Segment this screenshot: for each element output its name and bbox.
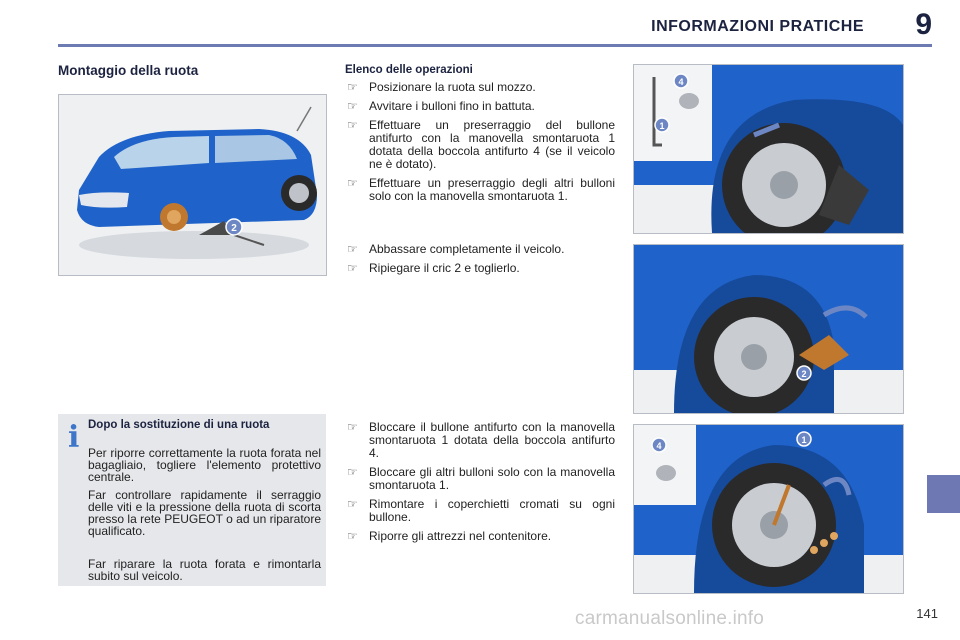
chapter-tab — [927, 475, 960, 513]
wheel-illustration-1 — [633, 64, 904, 234]
chapter-title: INFORMAZIONI PRATICHE — [651, 18, 864, 35]
step-item — [345, 100, 615, 113]
info-icon: i — [68, 420, 80, 455]
step-item — [345, 81, 615, 94]
section-title: Montaggio della ruota — [58, 63, 199, 78]
steps-group-2 — [345, 243, 615, 281]
operations-title: Elenco delle operazioni — [345, 64, 473, 76]
step-item — [345, 119, 615, 171]
step-text: Avvitare i bulloni fino in battuta. — [369, 99, 535, 113]
step-text: Effettuare un preserraggio degli altri bulloni solo con la manovella smontaruota 1. — [369, 176, 615, 203]
info-paragraph: Per riporre correttamente la ruota forata nel bagagliaio, togliere l'elemento protettivo centrale. — [88, 446, 321, 484]
step-item — [345, 498, 615, 524]
pointing-hand-icon: ☞ — [347, 99, 358, 113]
badge-1-text: 1 — [659, 121, 665, 131]
badge-2-text: 2 — [231, 223, 237, 234]
pointing-hand-icon: ☞ — [347, 529, 358, 543]
step-text: Ripiegare il cric 2 e toglierlo. — [369, 261, 520, 275]
pointing-hand-icon: ☞ — [347, 242, 358, 256]
car-illustration — [58, 94, 327, 276]
step-item — [345, 530, 615, 543]
step-text: Riporre gli attrezzi nel contenitore. — [369, 529, 552, 543]
step-item — [345, 421, 615, 460]
badge-4-text: 4 — [656, 441, 662, 451]
badge-4-text: 4 — [678, 77, 684, 87]
info-box — [58, 414, 326, 586]
car-jack-drawing — [59, 95, 326, 275]
page-number: 141 — [916, 606, 938, 621]
jack-lowering-drawing — [634, 245, 903, 413]
steps-group-3 — [345, 421, 615, 549]
step-item — [345, 177, 615, 203]
pointing-hand-icon: ☞ — [347, 176, 358, 190]
step-text: Posizionare la ruota sul mozzo. — [369, 80, 536, 94]
step-item — [345, 262, 615, 275]
info-title: Dopo la sostituzione di una ruota — [88, 419, 270, 431]
pointing-hand-icon: ☞ — [347, 80, 358, 94]
pointing-hand-icon: ☞ — [347, 420, 358, 434]
header-divider — [58, 44, 932, 47]
pointing-hand-icon: ☞ — [347, 465, 358, 479]
step-item — [345, 243, 615, 256]
wheel-illustration-3 — [633, 424, 904, 594]
step-text: Rimontare i coperchietti cromati su ogni bullone. — [369, 497, 615, 524]
chapter-number: 9 — [915, 8, 932, 41]
badge-1-text: 1 — [801, 435, 807, 445]
step-text: Bloccare il bullone antifurto con la manovella smontaruota 1 dotata della boccola antifurto 4. — [369, 420, 615, 460]
wheel-illustration-2 — [633, 244, 904, 414]
pointing-hand-icon: ☞ — [347, 497, 358, 511]
step-item — [345, 466, 615, 492]
wheel-mounting-drawing — [634, 65, 903, 233]
badge-2-text: 2 — [801, 369, 807, 379]
step-text: Effettuare un preserraggio del bullone antifurto con la manovella smontaruota 1 dotata della boccola antifurto 4 (se il veicolo ne è dotato). — [369, 118, 615, 171]
pointing-hand-icon: ☞ — [347, 118, 358, 132]
step-text: Bloccare gli altri bulloni solo con la manovella smontaruota 1. — [369, 465, 615, 492]
step-text: Abbassare completamente il veicolo. — [369, 242, 565, 256]
info-paragraph: Far controllare rapidamente il serraggio delle viti e la pressione della ruota di scorta presso la rete PEUGEOT o ad un riparatore qualificato. — [88, 488, 321, 538]
steps-group-1 — [345, 81, 615, 209]
pointing-hand-icon: ☞ — [347, 261, 358, 275]
watermark: carmanualsonline.info — [575, 608, 765, 629]
bolt-tightening-drawing — [634, 425, 903, 593]
info-paragraph: Far riparare la ruota forata e rimontarla subito sul veicolo. — [88, 557, 321, 583]
